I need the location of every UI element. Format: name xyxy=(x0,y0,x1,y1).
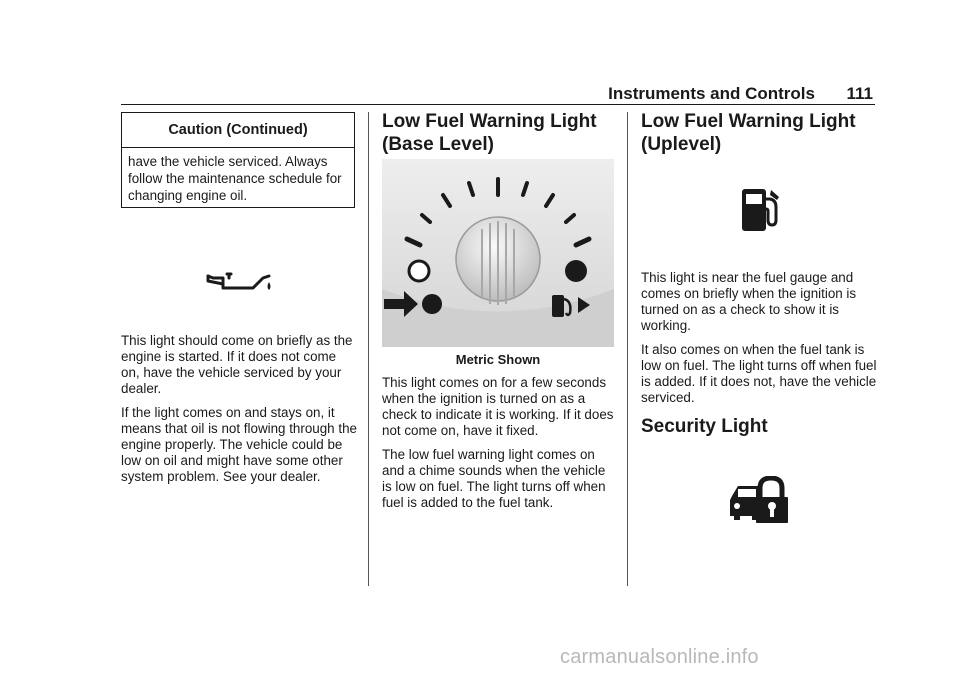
security-heading: Security Light xyxy=(641,416,768,437)
low-fuel-base-heading: Low Fuel Warning Light (Base Level) xyxy=(382,111,597,155)
section-title: Instruments and Controls xyxy=(608,84,815,103)
column-divider xyxy=(627,112,628,586)
paragraph: If the light comes on and stays on, it means that oil is not flowing through the engine properly. The vehicle could be low on oil and might have some other system problem. See your dealer. xyxy=(121,405,357,484)
paragraph: This light comes on for a few seconds when the ignition is turned on as a check to indicate it is working. If it does not come on, have it fixed. xyxy=(382,375,614,438)
caution-box xyxy=(121,112,355,208)
fuel-gauge-figure xyxy=(382,159,614,347)
paragraph: The low fuel warning light comes on and a chime sounds when the vehicle is low on fuel. The light turns off when fuel is added to the fuel tank. xyxy=(382,447,606,510)
page-number: 111 xyxy=(846,84,873,103)
watermark: carmanualsonline.info xyxy=(560,646,759,668)
low-fuel-uplevel-heading: Low Fuel Warning Light (Uplevel) xyxy=(641,111,856,155)
fuel-pump-icon xyxy=(740,187,782,233)
security-lock-car-icon xyxy=(728,476,790,524)
page-header xyxy=(121,82,875,105)
caution-text: have the vehicle serviced. Always follow the maintenance schedule for changing engine oil. xyxy=(128,154,342,203)
paragraph: This light is near the fuel gauge and comes on briefly when the ignition is turned on as a check to show it is working. xyxy=(641,270,857,333)
column-divider xyxy=(368,112,369,586)
oil-light-text xyxy=(121,333,357,493)
caution-heading: Caution (Continued) xyxy=(122,113,354,148)
paragraph: This light should come on briefly as the engine is started. If it does not come on, have the vehicle serviced by your dealer. xyxy=(121,333,353,396)
low-fuel-uplevel-text xyxy=(641,270,877,414)
oil-can-icon xyxy=(205,266,273,296)
figure-caption: Metric Shown xyxy=(455,352,541,367)
paragraph: It also comes on when the fuel tank is low on fuel. The light turns off when fuel is added. If it does not, have the vehicle serviced. xyxy=(641,342,877,405)
low-fuel-base-text xyxy=(382,375,618,519)
